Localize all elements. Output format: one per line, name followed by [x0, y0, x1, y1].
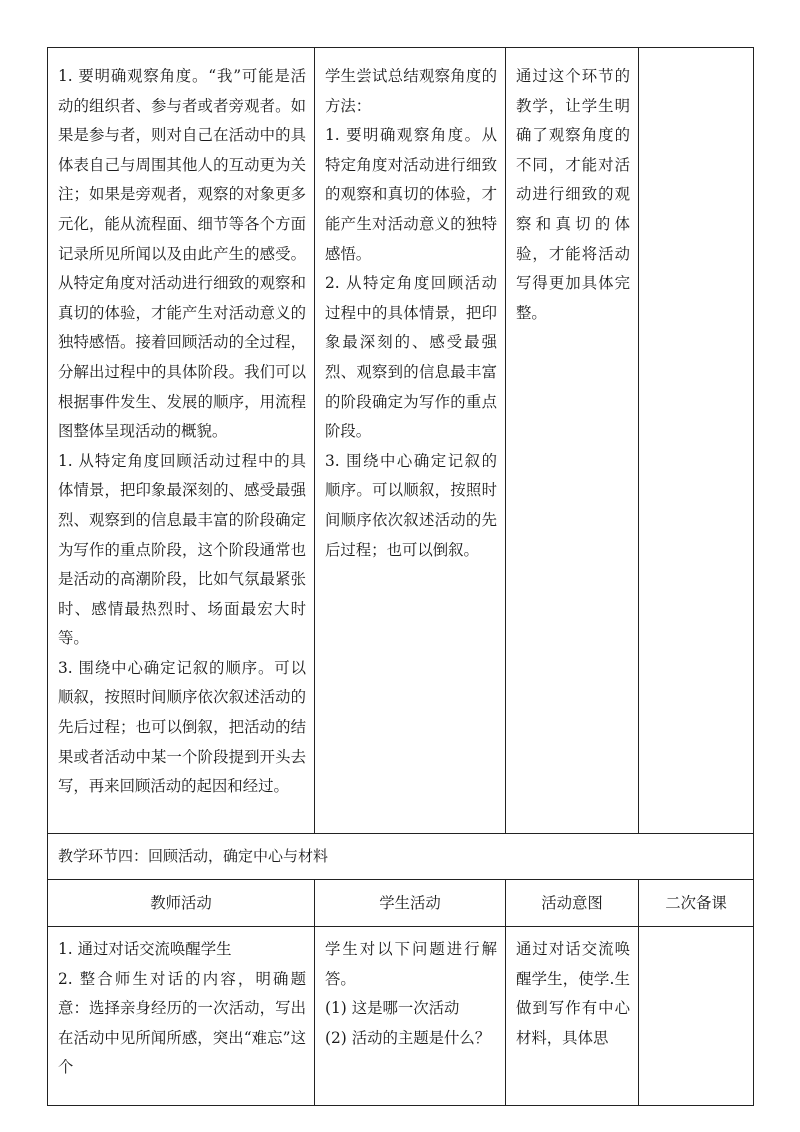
teacher-paragraph: 1. 从特定角度回顾活动过程中的具体情景，把印象最深刻的、感受最强烈、观察到的信息最丰富的阶段确定为写作的重点阶段，这个阶段通常也是活动的高潮阶段，比如气氛最紧张时、感情最热烈时、场面最宏大时等。 — [58, 451, 306, 648]
teacher-paragraph: 3. 围绕中心确定记叙的顺序。可以顺叙，按照时间顺序依次叙述活动的先后过程；也可以倒叙，把活动的结果或者活动中某一个阶段提到开头去写，再来回顾活动的起因和经过。 — [58, 658, 306, 796]
header-intent — [506, 880, 639, 927]
student-paragraph: 学生尝试总结观察角度的方法： — [325, 67, 497, 115]
teacher-paragraph: 1. 要明确观察角度。“我”可能是活动的组织者、参与者或者旁观者。如果是参与者，则对自己在活动中的具体表自己与周围其他人的互动更为关注；如果是旁观者，观察的对象更多元化，能从流程面、细节等各个方面记录所见所闻以及由此产生的感受。从特定角度对活动进行细致的观察和真切的体验，才能产生对活动意义的独特感悟。接着回顾活动的全过程，分解出过程中的具体阶段。我们可以根据事件发生、发展的顺序，用流程图整体呈现活动的概貌。 — [58, 67, 306, 441]
student-activity-cell — [315, 48, 506, 834]
activity-intent-cell — [506, 48, 639, 834]
header-intent-label: 活动意图 — [541, 894, 603, 912]
notes-text — [639, 927, 753, 935]
header-teacher — [48, 880, 315, 927]
teacher-paragraph: 1. 通过对话交流唤醒学生 — [58, 940, 232, 958]
table-row — [48, 48, 754, 834]
second-preparation-cell — [639, 48, 754, 834]
table-row — [48, 927, 754, 1106]
header-student — [315, 880, 506, 927]
activity-intent-cell — [506, 927, 639, 1106]
student-paragraph: 2. 从特定角度回顾活动过程中的具体情景，把印象最深刻的、感受最强烈、观察到的信息最丰富的阶段确定为写作的重点阶段。 — [325, 274, 497, 441]
lesson-plan-table — [47, 47, 754, 1106]
student-paragraph: (1) 这是哪一次活动 — [325, 999, 460, 1018]
student-paragraph: (2) 活动的主题是什么？ — [325, 1028, 491, 1047]
section-row — [48, 834, 754, 880]
teacher-paragraph: 2. 整合师生对话的内容，明确题意：选择亲身经历的一次活动，写出在活动中见所闻所感，突出“难忘”这个 — [58, 969, 306, 1077]
intent-paragraph: 通过这个环节的教学，让学生明确了观察角度的不同，才能对活动进行细致的观察和真切的体验，才能将活动写得更加具体完整。 — [516, 67, 630, 322]
teacher-activity-cell — [48, 927, 315, 1106]
header-notes — [639, 880, 754, 927]
teacher-activity-cell — [48, 48, 315, 834]
student-paragraph: 1. 要明确观察角度。从特定角度对活动进行细致的观察和真切的体验，才能产生对活动意义的独特感悟。 — [325, 126, 497, 263]
second-preparation-cell — [639, 927, 754, 1106]
header-row — [48, 880, 754, 927]
student-paragraph: 学生对以下问题进行解答。 — [325, 940, 497, 988]
section-title: 教学环节四：回顾活动，确定中心与材料 — [58, 847, 329, 865]
header-student-label: 学生活动 — [379, 894, 441, 912]
header-teacher-label: 教师活动 — [150, 894, 212, 912]
student-paragraph: 3. 围绕中心确定记叙的顺序。可以顺叙，按照时间顺序依次叙述活动的先后过程；也可以倒叙。 — [325, 451, 497, 559]
intent-paragraph: 通过对话交流唤醒学生，使学.生做到写作有中心材料，具体思 — [516, 940, 630, 1047]
student-activity-cell — [315, 927, 506, 1106]
header-notes-label: 二次备课 — [665, 894, 727, 912]
notes-text — [639, 48, 753, 62]
section-title-cell — [48, 834, 754, 880]
